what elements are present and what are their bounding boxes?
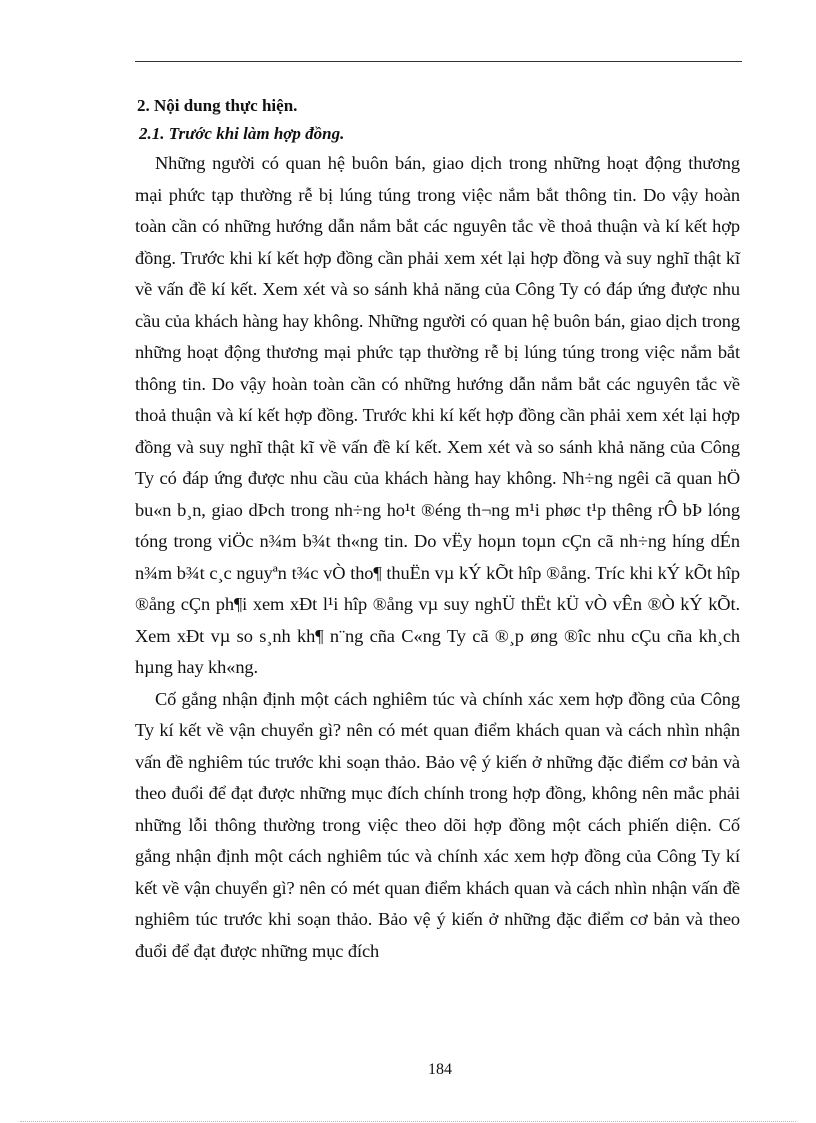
- body-paragraph-2: Cố gắng nhận định một cách nghiêm túc và chính xác xem hợp đồng của Công Ty kí kết về vận chuyển gì? nên có mét quan điểm khách quan và cách nhìn nhận vấn đề nghiêm túc trước khi soạn thảo. Bảo vệ ý kiến ở những đặc điểm cơ bản và theo đuổi để đạt được những mục đích chính trong hợp đồng, không nên mắc phải những lỗi thông thường trong việc theo dõi hợp đồng một cách phiến diện. Cố gắng nhận định một cách nghiêm túc và chính xác xem hợp đồng của Công Ty kí kết về vận chuyển gì? nên có mét quan điểm khách quan và cách nhìn nhận vấn đề nghiêm túc trước khi soạn thảo. Bảo vệ ý kiến ở những đặc điểm cơ bản và theo đuổi để đạt được những mục đích: [135, 688, 740, 961]
- page-number: 184: [428, 1061, 452, 1078]
- section-heading: 2. Nội dung thực hiện.: [137, 96, 298, 115]
- page-bottom-edge: [20, 1121, 796, 1122]
- header-rule: [135, 61, 742, 62]
- body-paragraph-1: Những người có quan hệ buôn bán, giao dịch trong những hoạt động thương mại phức tạp thường rễ bị lúng túng trong việc nắm bắt thông tin. Do vậy hoàn toàn cần có những hướng dẫn nắm bắt các nguyên tắc về thoả thuận và kí kết hợp đồng. Trước khi kí kết hợp đồng cần phải xem xét lại hợp đồng và suy nghĩ thật kĩ về vấn đề kí kết. Xem xét và so sánh khả năng của Công Ty có đáp ứng được nhu cầu của khách hàng hay không. Những người có quan hệ buôn bán, giao dịch trong những hoạt động thương mại phức tạp thường rễ bị lúng túng trong việc nắm bắt thông tin. Do vậy hoàn toàn cần có những hướng dẫn nắm bắt các nguyên tắc về thoả thuận và kí kết hợp đồng. Trước khi kí kết hợp đồng cần phải xem xét lại hợp đồng và suy nghĩ thật kĩ về vấn đề kí kết. Xem xét và so sánh khả năng của Công Ty có đáp ứng được nhu cầu của khách hàng hay không. Nh÷ng ngêi cã quan hÖ bu«n b¸n, giao dÞch trong nh÷ng ho¹t ®éng th¬ng m¹i phøc t¹p thêng rÔ bÞ lóng tóng trong viÖc n¾m b¾t th«ng tin. Do vËy hoµn toµn cÇn cã nh÷ng híng dÉn n¾m b¾t c¸c nguyªn t¾c vÒ tho¶ thuËn vµ kÝ kÕt hîp ®ång. Tríc khi kÝ kÕt hîp ®ång cÇn ph¶i xem xÐt l¹i hîp ®ång vµ suy nghÜ thËt kÜ vÒ vÊn ®Ò kÝ kÕt. Xem xÐt vµ so s¸nh kh¶ n¨ng cña C«ng Ty cã ®¸p øng ®îc nhu cÇu cña kh¸ch hµng hay kh«ng.: [135, 153, 740, 677]
- subsection-heading: 2.1. Trước khi làm hợp đồng.: [139, 124, 345, 143]
- page-body: [135, 92, 740, 967]
